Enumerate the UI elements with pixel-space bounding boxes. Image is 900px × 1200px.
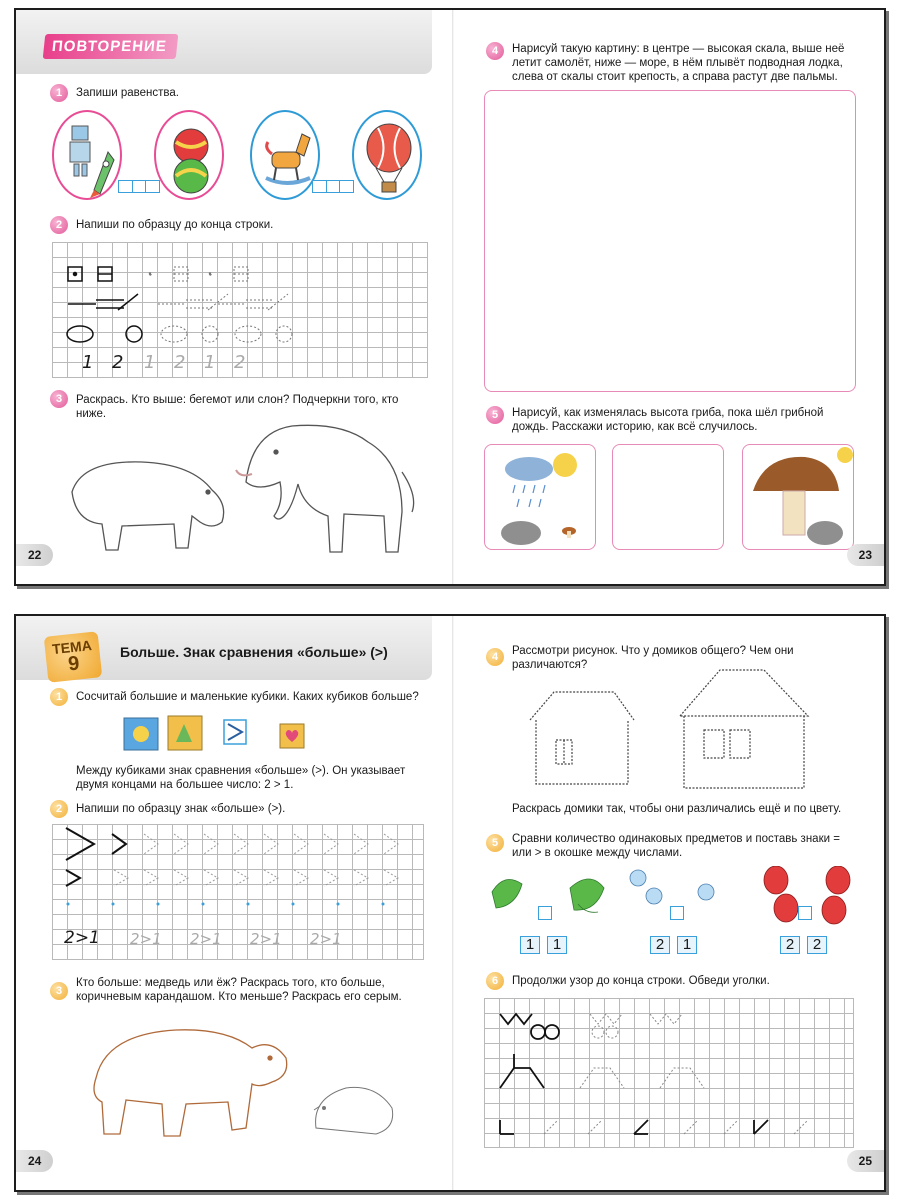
page-number: 25 bbox=[847, 1150, 884, 1172]
bear-hedgehog-illustration[interactable] bbox=[76, 1018, 416, 1158]
task-text: Запиши равенства. bbox=[76, 87, 179, 99]
trace-expression: 2>1 bbox=[310, 930, 342, 948]
section-header: ПОВТОРЕНИЕ bbox=[43, 34, 178, 59]
sign-writing-grid[interactable] bbox=[52, 824, 424, 960]
bottom-spread bbox=[14, 614, 886, 1192]
topic-label: ТЕМА bbox=[51, 637, 93, 658]
story-frame-3 bbox=[742, 444, 854, 550]
task-text: Раскрась домики так, чтобы они различались ещё и по цвету. bbox=[512, 803, 842, 815]
number-cell: 2 bbox=[650, 936, 670, 954]
pattern-grid[interactable] bbox=[484, 998, 854, 1148]
number-cell: 1 bbox=[520, 936, 540, 954]
task-text: Сосчитай большие и маленькие кубики. Каких кубиков больше? bbox=[76, 691, 419, 703]
story-frame-1 bbox=[484, 444, 596, 550]
trace-digit: 1 bbox=[144, 352, 156, 373]
page-fold bbox=[452, 616, 454, 1190]
hot-air-balloon-picture bbox=[352, 110, 422, 200]
sample-expression: 2>1 bbox=[64, 928, 100, 948]
task-text: Кто больше: медведь или ёж? Раскрась того, кто больше, коричневым карандашом. Кто меньше? Раскрась его серым. bbox=[76, 977, 402, 1003]
task-number: 1 bbox=[50, 688, 68, 706]
sign-box[interactable] bbox=[798, 906, 812, 920]
number-cell: 1 bbox=[547, 936, 567, 954]
cubes-illustration bbox=[120, 712, 320, 756]
task-number: 2 bbox=[50, 800, 68, 818]
task-number: 5 bbox=[486, 406, 504, 424]
page-number: 22 bbox=[16, 544, 53, 566]
hippo-elephant-illustration[interactable] bbox=[52, 412, 432, 562]
trace-digit: 1 bbox=[204, 352, 216, 373]
task-text: Рассмотри рисунок. Что у домиков общего? Чем они различаются? bbox=[512, 645, 794, 671]
number-cell: 2 bbox=[807, 936, 827, 954]
sign-box[interactable] bbox=[670, 906, 684, 920]
page-title: Больше. Знак сравнения «больше» (>) bbox=[120, 644, 388, 660]
task-text: Продолжи узор до конца строки. Обведи уголки. bbox=[512, 975, 770, 987]
equality-answer-boxes[interactable] bbox=[312, 180, 353, 193]
task-text: Раскрась. Кто выше: бегемот или слон? Подчеркни того, кто ниже. bbox=[76, 394, 399, 420]
comparison-objects-illustration bbox=[486, 866, 856, 930]
number-pair bbox=[520, 936, 566, 954]
header-band bbox=[16, 10, 432, 74]
pattern-drawing bbox=[484, 998, 854, 1148]
equality-answer-boxes[interactable] bbox=[118, 180, 159, 193]
page-fold bbox=[452, 10, 454, 584]
task-number: 1 bbox=[50, 84, 68, 102]
task-text: Нарисуй такую картину: в центре — высокая скала, выше неё летит самолёт, ниже — море, в нём плывёт подводная лодка, слева от скалы стоит крепость, а справа растут две пальмы. bbox=[512, 43, 845, 83]
page-number: 23 bbox=[847, 544, 884, 566]
page-number: 24 bbox=[16, 1150, 53, 1172]
task-number: 3 bbox=[50, 390, 68, 408]
robot-rocket-picture bbox=[52, 110, 122, 200]
greater-sign-pattern bbox=[52, 824, 424, 960]
balls-illustration bbox=[156, 112, 226, 202]
number-cell: 2 bbox=[780, 936, 800, 954]
task-number: 4 bbox=[486, 42, 504, 60]
number-pair bbox=[780, 936, 826, 954]
sign-box[interactable] bbox=[538, 906, 552, 920]
rain-hedgehog-illustration bbox=[485, 445, 597, 551]
number-pair bbox=[650, 936, 696, 954]
trace-expression: 2>1 bbox=[130, 930, 162, 948]
task-number: 2 bbox=[50, 216, 68, 234]
explanation-text: Между кубиками знак сравнения «больше» (>). Он указывает двумя концами на большее число: 2 > 1. bbox=[76, 765, 406, 791]
task-number: 6 bbox=[486, 972, 504, 990]
task-text: Напиши по образцу знак «больше» (>). bbox=[76, 803, 286, 815]
robot-rocket-illustration bbox=[54, 112, 124, 202]
story-frame-2[interactable] bbox=[612, 444, 724, 550]
task-text: Нарисуй, как изменялась высота гриба, пока шёл грибной дождь. Расскажи историю, как всё случилось. bbox=[512, 407, 824, 433]
sample-digit: 2 bbox=[112, 352, 124, 373]
writing-grid[interactable] bbox=[52, 242, 428, 378]
task-number: 4 bbox=[486, 648, 504, 666]
top-spread bbox=[14, 8, 886, 586]
rocking-horse-picture bbox=[250, 110, 320, 200]
topic-badge bbox=[44, 631, 103, 682]
trace-digit: 2 bbox=[234, 352, 246, 373]
topic-number: 9 bbox=[67, 652, 81, 676]
trace-expression: 2>1 bbox=[190, 930, 222, 948]
trace-digit: 2 bbox=[174, 352, 186, 373]
task-number: 5 bbox=[486, 834, 504, 852]
drawing-area[interactable] bbox=[484, 90, 856, 392]
task-text: Сравни количество одинаковых предметов и поставь знаки = или > в окошке между числами. bbox=[512, 833, 840, 859]
task-text: Напиши по образцу до конца строки. bbox=[76, 219, 274, 231]
header-band bbox=[16, 616, 432, 680]
number-cell: 1 bbox=[677, 936, 697, 954]
trace-expression: 2>1 bbox=[250, 930, 282, 948]
balls-picture bbox=[154, 110, 224, 200]
two-houses-illustration[interactable] bbox=[524, 664, 824, 794]
hot-air-balloon-illustration bbox=[354, 112, 424, 202]
sample-digit: 1 bbox=[82, 352, 94, 373]
big-mushroom-hedgehog-illustration bbox=[743, 445, 855, 551]
task-number: 3 bbox=[50, 982, 68, 1000]
